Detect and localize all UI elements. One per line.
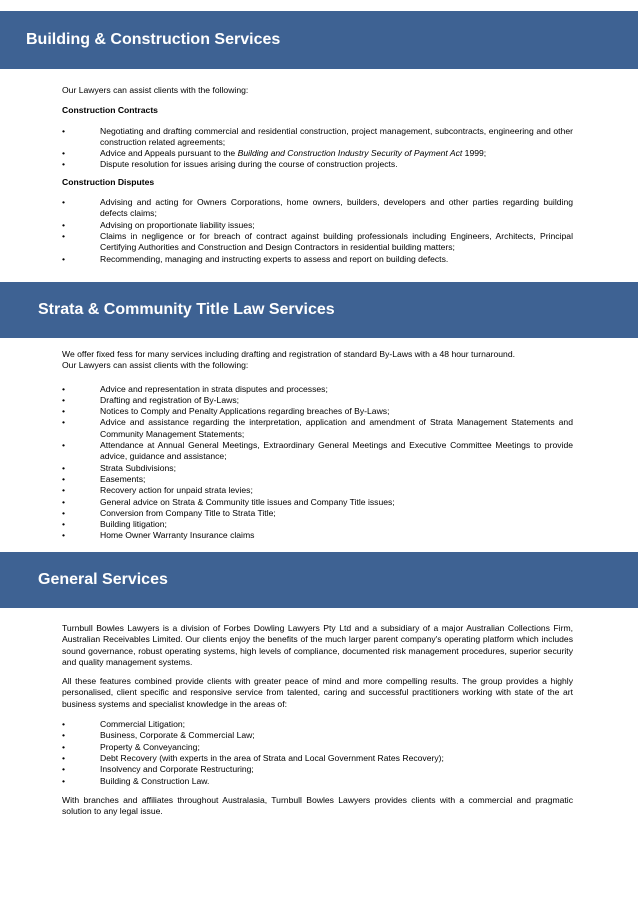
bullet-icon: • (62, 462, 66, 473)
paragraph: With branches and affiliates throughout Australasia, Turnbull Bowles Lawyers provides clients with a commercial and pragmatic solution to any legal issue. (62, 794, 573, 817)
bullet-icon: • (62, 417, 66, 428)
strata-list (62, 384, 573, 542)
act-name: Building and Construction Industry Security of Payment Act (237, 148, 463, 159)
bullet-icon: • (62, 741, 66, 752)
paragraph: Turnbull Bowles Lawyers is a division of Forbes Dowling Lawyers Pty Ltd and a subsidiary of a major Australian Collections Firm, Australian Receivables Limited. Our clients enjoy the benefits of the much larger parent company's operating platform which includes sound governance, robust operating systems, high levels of compliance, documented risk management procedures, superior security and quality management systems. (62, 623, 573, 667)
list-item: • Advice and assistance regarding the interpretation, application and amendment of Strata Management Statements and Community Management Statements; (62, 417, 573, 439)
list-item: • Property & Conveyancing; (62, 741, 200, 752)
list-item: • Home Owner Warranty Insurance claims (62, 530, 255, 541)
list-item: • Advice and Appeals pursuant to the Building and Construction Industry Security of Payment Act 1999; (62, 148, 487, 159)
bullet-icon: • (62, 406, 66, 417)
list-item: • Dispute resolution for issues arising during the course of construction projects. (62, 159, 398, 170)
bullet-icon: • (62, 752, 66, 763)
bullet-icon: • (62, 219, 66, 230)
section-header-general (0, 552, 638, 608)
bullet-icon: • (62, 440, 66, 451)
list-item: • Strata Subdivisions; (62, 462, 176, 473)
general-list (62, 719, 573, 787)
bullet-icon: • (62, 775, 66, 786)
intro-text: We offer fixed fess for many services including drafting and registration of standard By-Laws with a 48 hour turnaround. (62, 349, 516, 359)
list-item: • Conversion from Company Title to Strata Title; (62, 507, 276, 518)
section-title: General Services (38, 571, 168, 588)
section-building (62, 85, 573, 265)
list-item: • Advising on proportionate liability issues; (62, 219, 255, 230)
list-item: • Easements; (62, 473, 146, 484)
list-item: • Business, Corporate & Commercial Law; (62, 730, 255, 741)
section-strata (62, 349, 573, 542)
contracts-list (62, 126, 573, 171)
section-header-strata (0, 282, 638, 338)
disputes-list (62, 197, 573, 265)
bullet-icon: • (62, 507, 66, 518)
intro-text: Our Lawyers can assist clients with the following: (62, 360, 249, 371)
list-item: • Notices to Comply and Penalty Applications regarding breaches of By-Laws; (62, 406, 390, 417)
list-item: • Commercial Litigation; (62, 719, 186, 730)
list-item: • Debt Recovery (with experts in the area of Strata and Local Government Rates Recovery); (62, 752, 444, 763)
list-item: • Insolvency and Corporate Restructuring; (62, 764, 254, 775)
bullet-icon: • (62, 730, 66, 741)
subheading-disputes: Construction Disputes (62, 176, 155, 187)
paragraph: All these features combined provide clients with greater peace of mind and more compelling results. The group provides a highly personalised, client specific and responsive service from talented, caring and successful practitioners working with state of the art business systems and specialist knowledge in the areas of: (62, 676, 573, 709)
list-item: • Building & Construction Law. (62, 775, 210, 786)
list-item: • Drafting and registration of By-Laws; (62, 394, 239, 405)
subheading-contracts: Construction Contracts (62, 105, 158, 116)
section-general (62, 623, 573, 817)
list-item: • Negotiating and drafting commercial and residential construction, project management, subcontracts, engineering and other construction related agreements; (62, 125, 573, 147)
bullet-icon: • (62, 519, 66, 530)
list-item: • Advising and acting for Owners Corporations, home owners, builders, developers and other parties regarding building defects claims; (62, 197, 573, 219)
bullet-icon: • (62, 719, 66, 730)
bullet-icon: • (62, 473, 66, 484)
bullet-icon: • (62, 496, 66, 507)
bullet-icon: • (62, 764, 66, 775)
list-item: • Recovery action for unpaid strata levies; (62, 485, 253, 496)
section-header-building (0, 11, 638, 69)
bullet-icon: • (62, 394, 66, 405)
list-item: • Advice and representation in strata disputes and processes; (62, 383, 328, 394)
bullet-icon: • (62, 148, 66, 159)
bullet-icon: • (62, 230, 66, 241)
intro-text: Our Lawyers can assist clients with the following: (62, 85, 249, 95)
bullet-icon: • (62, 125, 66, 136)
bullet-icon: • (62, 485, 66, 496)
bullet-icon: • (62, 253, 66, 264)
bullet-icon: • (62, 530, 66, 541)
list-item: • Recommending, managing and instructing experts to assess and report on building defects. (62, 253, 449, 264)
list-item: • Attendance at Annual General Meetings, Extraordinary General Meetings and Executive Committee Meetings to provide advice, guidance and assistance; (62, 440, 573, 462)
section-title: Building & Construction Services (26, 31, 281, 48)
section-title: Strata & Community Title Law Services (38, 301, 335, 318)
list-item: • General advice on Strata & Community title issues and Company Title issues; (62, 496, 395, 507)
list-item: • Building litigation; (62, 519, 167, 530)
bullet-icon: • (62, 159, 66, 170)
list-item: • Claims in negligence or for breach of contract against building professionals including Engineers, Architects, Principal Certifying Authorities and Construction and Design Contractors in residential building matters; (62, 230, 573, 253)
bullet-icon: • (62, 383, 66, 394)
bullet-icon: • (62, 197, 66, 208)
